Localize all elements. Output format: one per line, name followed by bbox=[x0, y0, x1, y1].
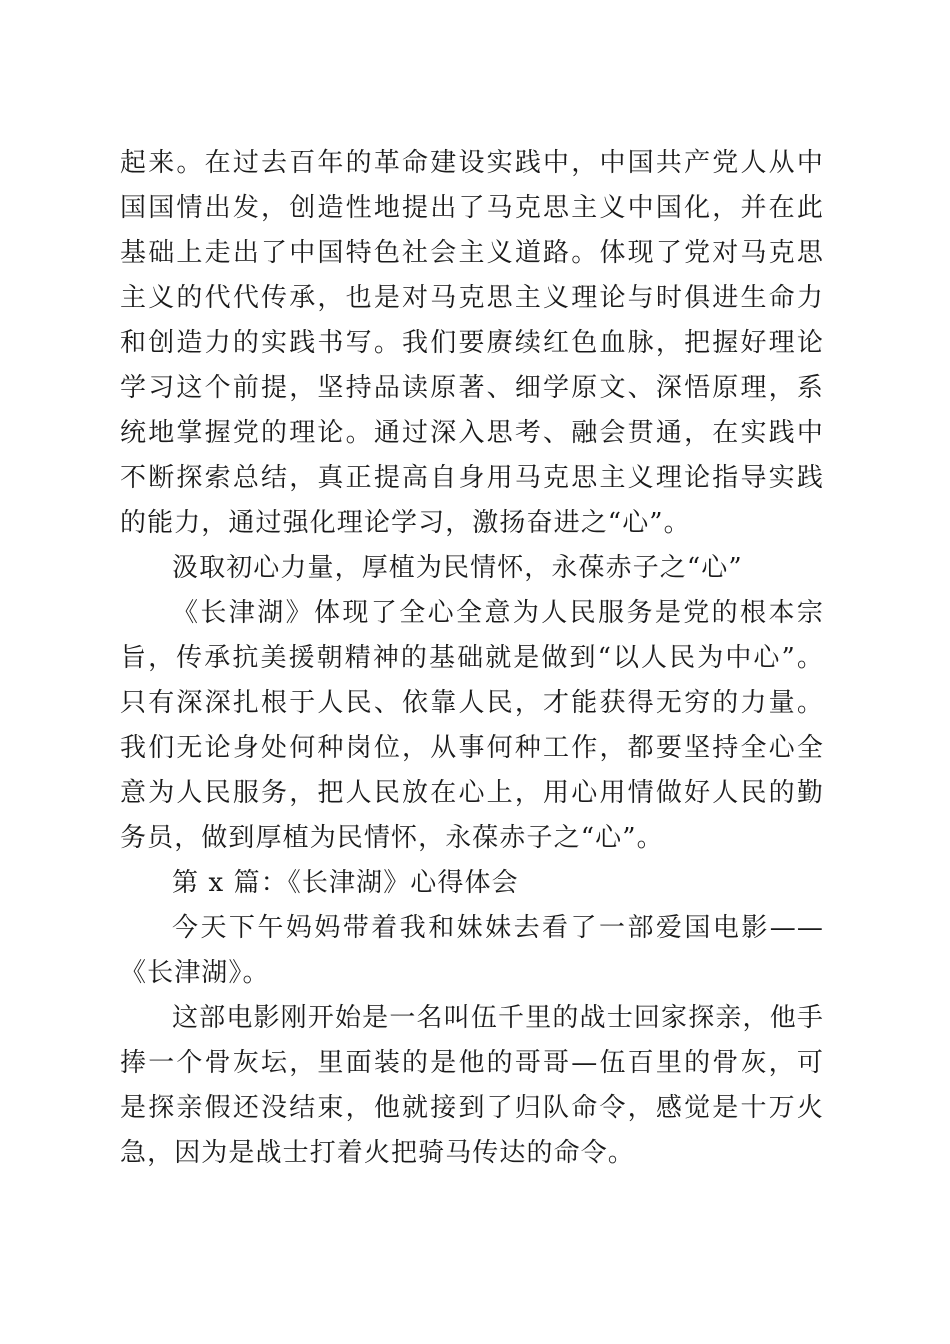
section-heading-initial-heart: 汲取初心力量，厚植为民情怀，永葆赤子之“心” bbox=[172, 553, 743, 583]
article-title: 第 x 篇：《长津湖》心得体会 bbox=[172, 868, 519, 898]
paragraph-continuation: 起来。在过去百年的革命建设实践中，中国共产党人从中国国情出发，创造性地提出了马克思主义中国化，并在此基础上走出了中国特色社会主义道路。体现了党对马克思主义的代代传承，也是对马克思主义理论与时俱进生命力和创造力的实践书写。我们要赓续红色血脉，把握好理论学习这个前提，坚持品读原著、细学原文、深悟原理，系统地掌握党的理论。通过深入思考、融会贯通，在实践中不断探索总结，真正提高自身用马克思主义理论指导实践的能力，通过强化理论学习，激扬奋进之“心”。 bbox=[120, 148, 824, 538]
paragraph-movie-plot: 这部电影刚开始是一名叫伍千里的战士回家探亲，他手捧一个骨灰坛，里面装的是他的哥哥—伍百里的骨灰，可是探亲假还没结束，他就接到了归队命令，感觉是十万火急，因为是战士打着火把骑马传达的命令。 bbox=[120, 1003, 824, 1168]
document-body bbox=[120, 141, 824, 1176]
paragraph-movie-intro: 今天下午妈妈带着我和妹妹去看了一部爱国电影——《长津湖》。 bbox=[120, 913, 824, 988]
paragraph-serve-people: 《长津湖》体现了全心全意为人民服务是党的根本宗旨，传承抗美援朝精神的基础就是做到“以人民为中心”。只有深深扎根于人民、依靠人民，才能获得无穷的力量。我们无论身处何种岗位，从事何种工作，都要坚持全心全意为人民服务，把人民放在心上，用心用情做好人民的勤务员，做到厚植为民情怀，永葆赤子之“心”。 bbox=[120, 598, 824, 853]
